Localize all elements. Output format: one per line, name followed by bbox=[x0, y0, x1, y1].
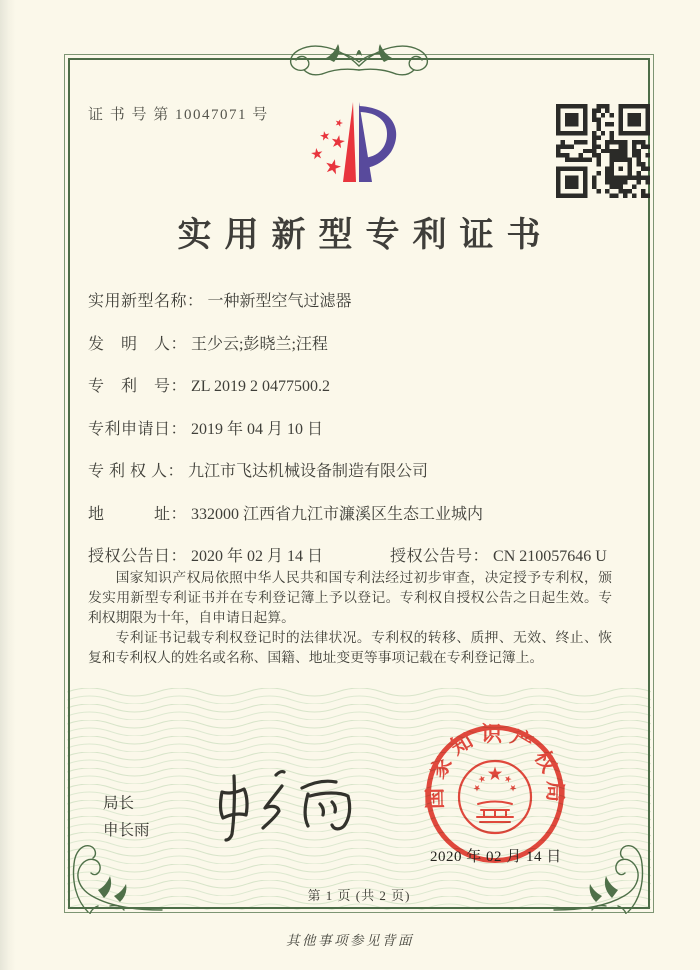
certificate-title: 实用新型专利证书 bbox=[177, 217, 554, 254]
field-value: ZL 2019 2 0477500.2 bbox=[191, 378, 330, 395]
field-value: 王少云;彭晓兰;汪程 bbox=[191, 335, 328, 353]
field-address bbox=[88, 501, 618, 523]
grant-date-value: 2020 年 02 月 14 日 bbox=[191, 548, 324, 565]
page-number: 第 1 页 (共 2 页) bbox=[307, 888, 411, 903]
grant-number-label: 授权公告号： bbox=[390, 548, 490, 565]
certificate-fields bbox=[88, 288, 618, 586]
border-ornament-top-icon bbox=[244, 40, 474, 78]
field-value: 332000 江西省九江市濂溪区生态工业城内 bbox=[191, 505, 484, 523]
field-inventors bbox=[88, 331, 618, 353]
body-paragraph-2: 专利证书记载专利权登记时的法律状况。专利权的转移、质押、无效、终止、恢复和专利权人的姓名或名称、国籍、地址变更等事项记载在专利登记簿上。 bbox=[88, 630, 612, 665]
border-ornament-bottom-left-icon bbox=[64, 836, 164, 914]
cnipa-logo-icon bbox=[303, 96, 415, 202]
svg-text:国家知识产权局 bbox=[423, 722, 567, 809]
field-value: 一种新型空气过滤器 bbox=[207, 293, 352, 310]
grant-number-group bbox=[390, 543, 607, 566]
field-patent-number bbox=[88, 373, 618, 395]
commissioner-title: 局长 bbox=[103, 795, 135, 812]
field-value: 2019 年 04 月 10 日 bbox=[191, 420, 324, 438]
grant-date-label: 授权公告日： bbox=[88, 548, 188, 565]
body-paragraph-1: 国家知识产权局依照中华人民共和国专利法经过初步审查，决定授予专利权，颁发实用新型专利证书并在专利登记簿上予以登记。专利权自授权公告之日起生效。专利权期限为十年，自申请日起算。 bbox=[88, 570, 612, 625]
field-label: 发 明 人： bbox=[88, 335, 188, 353]
back-note: 其他事项参见背面 bbox=[286, 933, 414, 948]
field-patentee bbox=[88, 458, 618, 480]
certificate-number: 证 书 号 第 10047071 号 bbox=[88, 107, 269, 123]
qr-code bbox=[556, 104, 650, 198]
grant-number-value: CN 210057646 U bbox=[493, 548, 607, 565]
field-grant-announcement bbox=[88, 543, 618, 565]
field-filing-date bbox=[88, 416, 618, 438]
field-label: 专利申请日： bbox=[88, 420, 188, 438]
field-value: 九江市飞达机械设备制造有限公司 bbox=[188, 463, 429, 480]
field-label: 实用新型名称： bbox=[88, 293, 204, 310]
field-utility-model-name bbox=[88, 288, 618, 310]
seal-ring-text: 国家知识产权局 bbox=[422, 721, 568, 810]
field-label: 地 址： bbox=[88, 505, 188, 523]
certificate-body-text bbox=[88, 568, 612, 668]
field-label: 专 利 号： bbox=[88, 378, 188, 395]
commissioner-name: 申长雨 bbox=[103, 822, 150, 839]
seal-date: 2020 年 02 月 14 日 bbox=[430, 849, 562, 865]
field-label: 专 利 权 人： bbox=[88, 463, 185, 480]
handwritten-signature-icon bbox=[200, 760, 375, 848]
